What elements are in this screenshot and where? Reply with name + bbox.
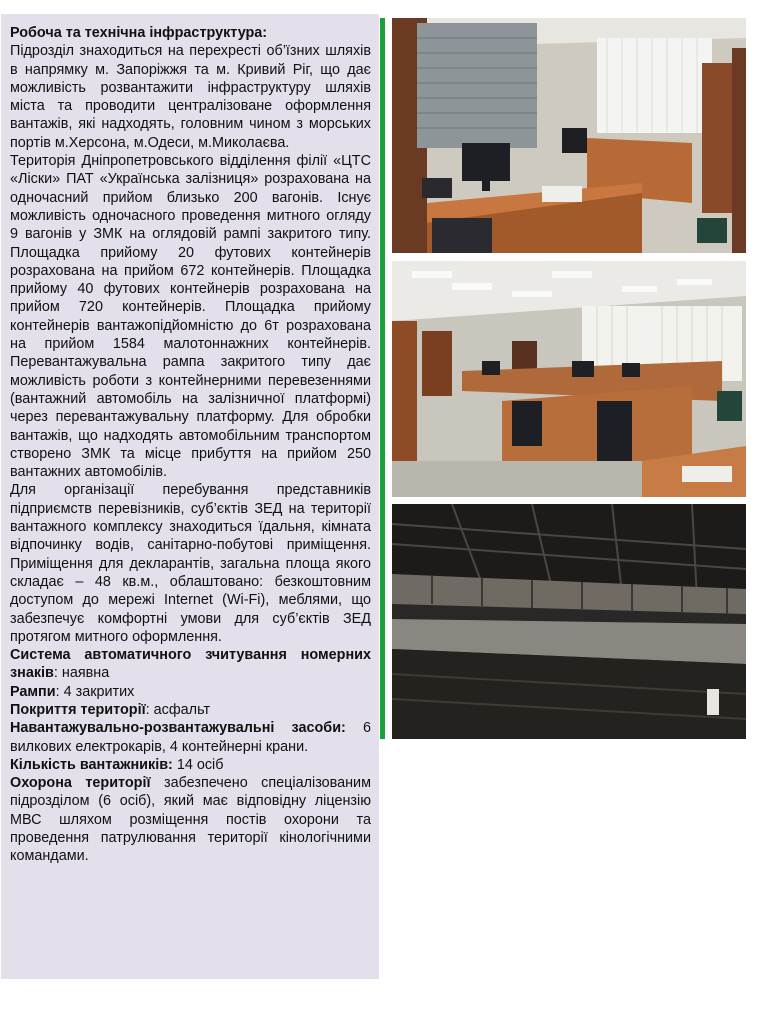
- fact-loaders: [10, 756, 371, 774]
- paragraph-location: Підрозділ знаходиться на перехресті об’їзних шляхів в напрямку м. Запоріжжя та м. Кривий Ріг, що дає можливість розвантажити інфраструктуру шляхів міста та проводити централізоване оформлення вантажів, які надходять, головним чином з морських портів м.Херсона, м.Одеси, м.Миколаєва.: [10, 43, 371, 151]
- paragraph-territory: Територія Дніпропетровського відділення філії «ЦТС «Ліски» ПАТ «Українська залізниця» розрахована на одночасний прийом близько 200 вагонів. Існує можливість одночасного проведення митного огляду 9 вагонів у ЗМК на оглядовій рампі закритого типу. Площадка прийому 20 футових контейнерів розрахована на прийом 672 контейнерів. Площадка прийому 40 футових контейнерів розрахована на прийом 720 контейнерів. Площадка прийому контейнерів вантажопідйомністю до 6т розрахована на прийом 1584 малотоннажних контейнерів. Перевантажувальна рампа закритого типу дає можливість роботи з контейнерними перевезеннями (вантажний автомобіль на залізничної платформі) через перевантажувальну платформу. Для обробки вантажів, що надходять автомобільним транспортом створено ЗМК та місце прибуття на прийом 250 вантажних автомобілів.: [10, 153, 371, 481]
- accent-bar: [380, 18, 385, 739]
- fact-label: Охорона території: [10, 775, 151, 792]
- fact-value: 6 вилкових електрокарів, 4 контейнерні крани.: [10, 720, 371, 755]
- fact-value: : наявна: [53, 665, 110, 682]
- fact-surface: [10, 701, 371, 719]
- fact-value: : асфальт: [145, 701, 211, 718]
- fact-label: Рампи: [10, 683, 56, 700]
- fact-security: [10, 774, 371, 865]
- fact-loading-equipment: [10, 719, 371, 756]
- fact-label: Система автоматичного зчитування номерних знаків: [10, 647, 371, 682]
- fact-label: Кількість вантажників:: [10, 756, 173, 773]
- fact-value: : 4 закритих: [55, 683, 135, 700]
- office-photo-2: [392, 261, 746, 497]
- fact-ramps: [10, 683, 371, 701]
- section-title: Робоча та технічна інфраструктура:: [10, 25, 268, 41]
- text-column: [10, 24, 371, 866]
- ramp-photo: [392, 504, 746, 739]
- fact-label: Покриття території: [10, 701, 146, 718]
- text-panel: [1, 14, 379, 979]
- office-photo-1: [392, 18, 746, 253]
- fact-label: Навантажувально-розвантажувальні засоби:: [10, 720, 346, 737]
- fact-value: забезпечено спеціалізованим підрозділом (6 осіб), який має відповідну ліцензію МВС шляхом розміщення постів охорони та проведення патрулювання території кінологічними командами.: [10, 775, 371, 865]
- fact-plate-recognition: [10, 646, 371, 683]
- paragraph-facilities: Для організації перебування представників підприємств перевізників, суб’єктів ЗЕД на території вантажного комплексу знаходиться їдальня, кімната відпочинку водів, санітарно-побутові приміщення. Приміщення для декларантів, загальна площа якого складає – 48 кв.м., облаштовано: безкоштовним доступом до мережі Internet (Wi-Fi), меблями, що забезпечує комфортні умови для суб’єктів ЗЕД протягом митного оформлення.: [10, 482, 371, 645]
- fact-value: 14 осіб: [172, 756, 224, 773]
